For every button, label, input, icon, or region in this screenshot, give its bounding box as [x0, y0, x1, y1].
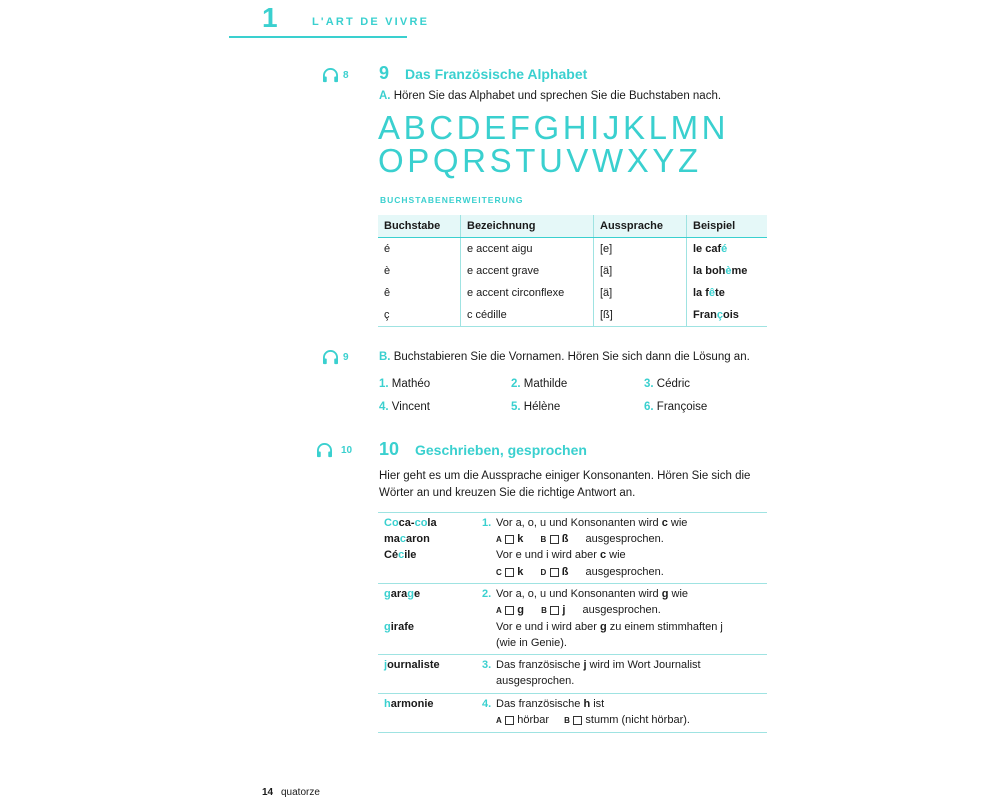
- cell-name: c cédille: [461, 304, 594, 327]
- word: girafe: [384, 621, 414, 633]
- audio-track-number: 9: [343, 352, 349, 363]
- table-header-row: [378, 215, 767, 238]
- grid-row: [378, 512, 767, 583]
- grid-row: [378, 654, 767, 693]
- exercise-title: Geschrieben, gesprochen: [415, 442, 587, 458]
- audio-track-10[interactable]: [316, 443, 352, 458]
- cell-example: François: [687, 304, 768, 327]
- chapter-title: L'ART DE VIVRE: [312, 16, 430, 28]
- cell-name: e accent circonflexe: [461, 282, 594, 304]
- checkbox-a[interactable]: [505, 606, 514, 615]
- exercise-title: Das Französische Alphabet: [405, 66, 588, 82]
- word: Cécile: [384, 549, 417, 561]
- cell-letter: è: [384, 265, 391, 277]
- answer-options: A k B ß ausgesprochen.: [496, 533, 664, 545]
- instruction-a: [379, 90, 721, 102]
- word: macaron: [384, 533, 430, 545]
- answer-options: A hörbar B stumm (nicht hörbar).: [496, 714, 690, 726]
- cell-letter: é: [384, 243, 391, 255]
- grid-row: [378, 583, 767, 654]
- audio-track-number: 8: [343, 70, 349, 81]
- table-row: [378, 282, 767, 304]
- header-rule: [229, 36, 407, 38]
- section-subhead: BUCHSTABENERWEITERUNG: [380, 195, 524, 205]
- question-text: Vor e und i wird aber c wie: [496, 549, 626, 561]
- cell-sound: [ß]: [594, 304, 687, 327]
- list-item: 4. Vincent: [379, 401, 430, 413]
- column-header: Beispiel: [687, 215, 768, 238]
- exercise-intro: Hier geht es um die Aussprache einiger Konsonanten. Hören Sie sich die Wörter an und kreuzen Sie die richtige Antwort an.: [379, 470, 751, 499]
- cell-example: le café: [687, 238, 768, 261]
- word: harmonie: [384, 698, 434, 710]
- checkbox-b[interactable]: [573, 716, 582, 725]
- instruction-text: Buchstabieren Sie die Vornamen. Hören Sie sich dann die Lösung an.: [393, 351, 750, 363]
- instruction-b: [379, 351, 750, 363]
- checkbox-a[interactable]: [505, 716, 514, 725]
- headphones-icon: [316, 443, 333, 458]
- exercise-number: 10: [379, 439, 400, 459]
- cell-sound: [ä]: [594, 260, 687, 282]
- word: garage: [384, 588, 421, 600]
- question-text: ausgesprochen.: [496, 675, 575, 687]
- alphabet-line-2: OPQRSTUVWXYZ: [378, 142, 702, 179]
- column-header: Aussprache: [594, 215, 687, 238]
- list-item: 3. Cédric: [644, 378, 691, 390]
- page-word: quatorze: [281, 787, 320, 798]
- audio-track-8[interactable]: [322, 68, 349, 83]
- table-row: [378, 238, 767, 261]
- chapter-number: 1: [262, 2, 278, 33]
- alphabet-line-1: ABCDEFGHIJKLMN: [378, 109, 730, 146]
- instruction-letter: A.: [379, 90, 391, 102]
- table-row: [378, 260, 767, 282]
- audio-track-number: 10: [341, 445, 353, 456]
- word: Coca-cola: [384, 517, 437, 529]
- instruction-letter: B.: [379, 351, 391, 363]
- answer-options: C k D ß ausgesprochen.: [496, 566, 664, 578]
- accent-table: [378, 215, 767, 327]
- cell-example: la fête: [687, 282, 768, 304]
- checkbox-b[interactable]: [550, 535, 559, 544]
- checkbox-c[interactable]: [505, 568, 514, 577]
- cell-name: e accent aigu: [461, 238, 594, 261]
- cell-letter: ê: [384, 287, 391, 299]
- column-header: Bezeichnung: [461, 215, 594, 238]
- list-item: 2. Mathilde: [511, 378, 568, 390]
- cell-sound: [ä]: [594, 282, 687, 304]
- question-number: 1.: [482, 517, 492, 529]
- question-number: 2.: [482, 588, 492, 600]
- cell-name: e accent grave: [461, 260, 594, 282]
- answer-options: A g B j ausgesprochen.: [496, 604, 661, 616]
- list-item: 1. Mathéo: [379, 378, 431, 390]
- question-text: Vor a, o, u und Konsonanten wird c wie: [496, 517, 688, 529]
- list-item: 5. Hélène: [511, 401, 561, 413]
- cell-sound: [e]: [594, 238, 687, 261]
- cell-letter: ç: [378, 304, 461, 327]
- checkbox-d[interactable]: [550, 568, 559, 577]
- question-number: 3.: [482, 659, 492, 671]
- grid-row: [378, 693, 767, 733]
- table-row: [378, 304, 767, 327]
- checkbox-b[interactable]: [550, 606, 559, 615]
- checkbox-a[interactable]: [505, 535, 514, 544]
- exercise-number: 9: [379, 63, 390, 83]
- headphones-icon: [322, 68, 339, 83]
- question-text: Vor a, o, u und Konsonanten wird g wie: [496, 588, 689, 600]
- column-header: Buchstabe: [378, 215, 461, 238]
- word: journaliste: [384, 659, 440, 671]
- question-number: 4.: [482, 698, 492, 710]
- headphones-icon: [322, 350, 339, 365]
- consonant-grid: [378, 512, 767, 733]
- page-number: 14: [262, 787, 274, 798]
- question-text: Vor e und i wird aber g zu einem stimmhaften j: [496, 621, 723, 633]
- list-item: 6. Françoise: [644, 401, 708, 413]
- question-text: Das französische j wird im Wort Journalist: [496, 659, 701, 671]
- question-text: (wie in Genie).: [496, 637, 567, 649]
- cell-example: la bohème: [687, 260, 768, 282]
- instruction-text: Hören Sie das Alphabet und sprechen Sie die Buchstaben nach.: [393, 90, 722, 102]
- audio-track-9[interactable]: [322, 350, 349, 365]
- question-text: Das französische h ist: [496, 698, 605, 710]
